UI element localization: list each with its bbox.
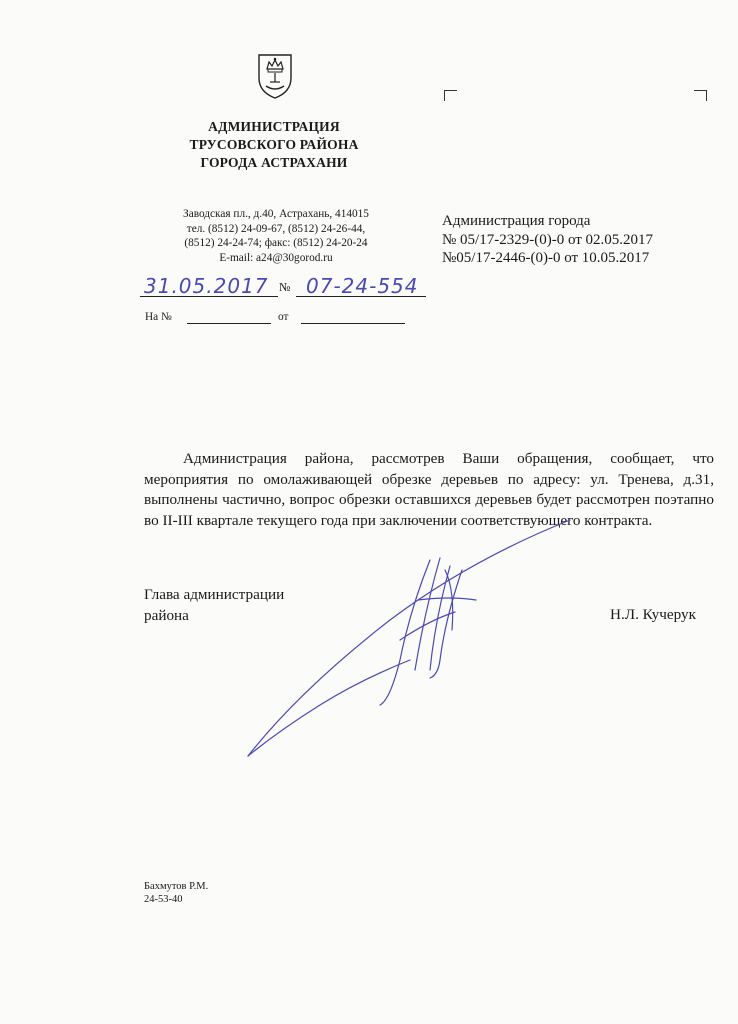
date-underline <box>140 296 278 297</box>
executor-block <box>144 880 208 906</box>
executor-phone: 24-53-40 <box>144 894 183 905</box>
reference-date-label: от <box>278 311 289 323</box>
signatory-title-line: Глава администрации <box>144 586 285 603</box>
executor-name: Бахмутов Р.М. <box>144 881 209 892</box>
address-corner-left <box>444 90 457 101</box>
addressee-block <box>442 212 722 268</box>
org-line: ТРУСОВСКОГО РАЙОНА <box>189 137 359 152</box>
reference-number-label: На № <box>145 311 172 323</box>
number-underline <box>296 296 426 297</box>
contact-email: E-mail: a24@30gorod.ru <box>219 251 333 264</box>
contact-block <box>150 207 402 265</box>
reference-number-underline <box>187 323 271 324</box>
handwritten-signature <box>240 500 580 770</box>
outgoing-registration <box>140 274 440 302</box>
org-line: АДМИНИСТРАЦИЯ <box>208 119 340 134</box>
address-corner-right <box>694 90 707 101</box>
handwritten-number: 07-24-554 <box>306 274 419 298</box>
signatory-title-line: района <box>144 606 189 624</box>
organization-title <box>160 118 388 172</box>
addressee-line: №05/17-2446-(0)-0 от 10.05.2017 <box>442 250 650 266</box>
addressee-line: № 05/17-2329-(0)-0 от 02.05.2017 <box>442 231 654 248</box>
contact-phones: тел. (8512) 24-09-67, (8512) 24-26-44, <box>186 222 366 235</box>
org-line: ГОРОДА АСТРАХАНИ <box>200 155 348 170</box>
addressee-line: Администрация города <box>442 213 591 229</box>
reference-line <box>145 311 415 331</box>
signatory-name: Н.Л. Кучерук <box>610 606 696 623</box>
reference-date-underline <box>301 323 405 324</box>
body-paragraph: Администрация района, рассмотрев Ваши обращения, сообщает, что мероприятия по омолаживающей обрезке деревьев по адресу: ул. Тренева, д.31, выполнены частично, вопрос обрезки оставшихся деревьев будет рассмотрен поэтапно во II-III квартале текущего года при заключении соответствующего контракта. <box>144 450 714 529</box>
coat-of-arms-icon <box>256 52 294 100</box>
handwritten-date: 31.05.2017 <box>144 274 269 298</box>
contact-address: Заводская пл., д.40, Астрахань, 414015 <box>183 208 369 220</box>
number-label: № <box>279 280 291 294</box>
contact-fax: (8512) 24-24-74; факс: (8512) 24-20-24 <box>184 237 368 249</box>
